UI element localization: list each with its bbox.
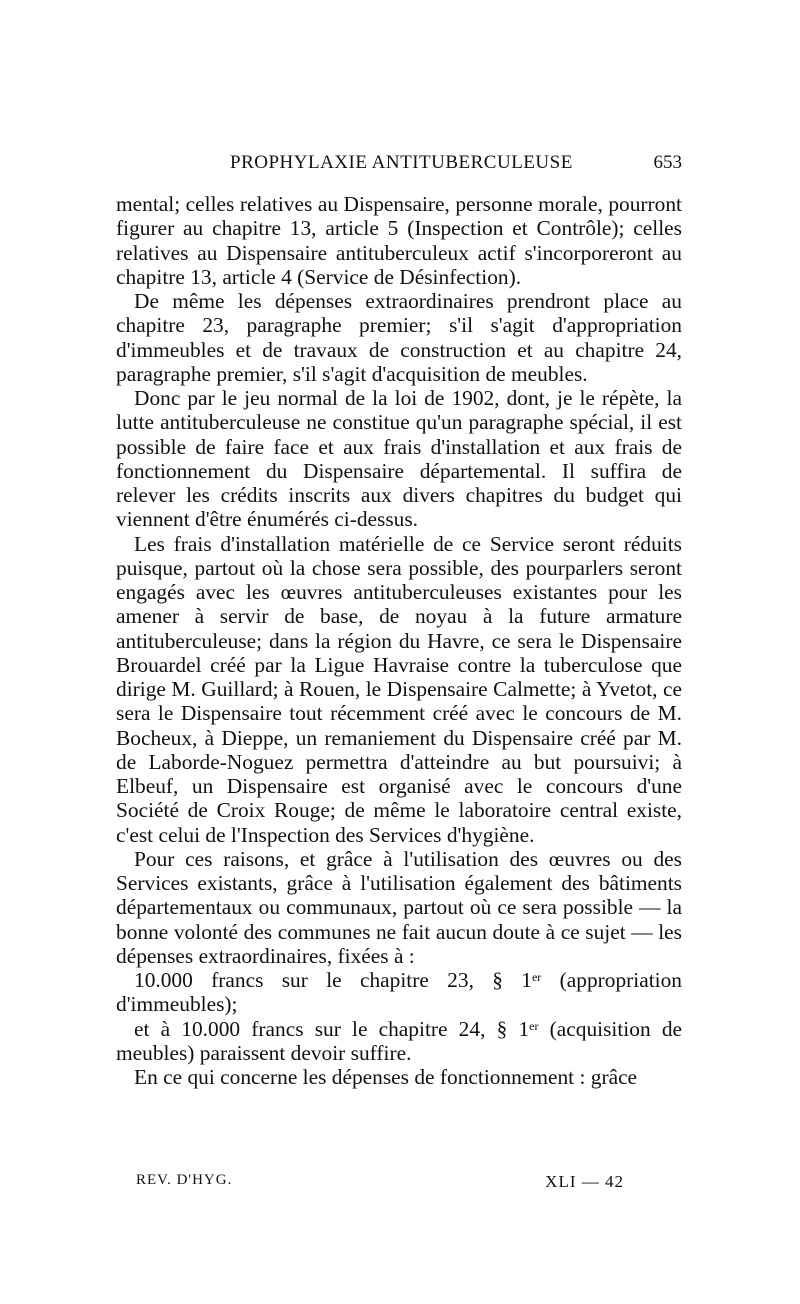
paragraph-amount-chapter-23: [116, 968, 682, 1017]
page-number: 653: [653, 152, 682, 173]
running-title: PROPHYLAXIE ANTITUBERCULEUSE: [230, 152, 573, 173]
text-segment: 10.000 francs sur le chapitre 23, § 1: [134, 968, 532, 992]
text-segment: (appropriation d'immeubles);: [116, 968, 682, 1017]
page-header: [116, 152, 682, 182]
text-segment: (acquisition de meubles) paraissent devoir suffire.: [116, 1016, 683, 1065]
text-segment: et à 10.000 francs sur le chapitre 24, § 1: [134, 1016, 530, 1041]
page-footer: [136, 1172, 624, 1196]
body-text: [116, 192, 682, 1089]
paragraph: Les frais d'installation matérielle de ce Service seront réduits puisque, partout où la chose sera possible, des pourparlers seront engagés avec les œuvres antituberculeuses existantes pour les amener à servir de base, de noyau à la future armature antituberculeuse; dans la région du Havre, ce sera le Dispensaire Brouardel créé par la Ligue Havraise contre la tuberculose que dirige M. Guillard; à Rouen, le Dispensaire Calmette; à Yvetot, ce sera le Dispensaire tout récemment créé avec le concours de M. Bocheux, à Dieppe, un remaniement du Dispensaire créé par M. de Laborde-Noguez permettra d'atteindre au but poursuivi; à Elbeuf, un Dispensaire est organisé avec le concours d'une Société de Croix Rouge; de même le laboratoire central existe, c'est celui de l'Inspection des Services d'hygiène.: [116, 531, 682, 847]
paragraph: Donc par le jeu normal de la loi de 1902, dont, je le répète, la lutte antituberculeuse ne constitue qu'un paragraphe spécial, il est possible de faire face et aux frais d'installation et aux frais de fonctionnement du Dispensaire départemental. Il suffira de relever les crédits inscrits aux divers chapitres du budget qui viennent d'être énumérés ci-dessus.: [116, 386, 682, 532]
paragraph: En ce qui concerne les dépenses de fonctionnement : grâce: [134, 1065, 638, 1089]
journal-signature: REV. D'HYG.: [136, 1172, 233, 1188]
paragraph: Pour ces raisons, et grâce à l'utilisation des œuvres ou des Services existants, grâce à l'utilisation également des bâtiments départementaux ou communaux, partout où ce sera possible — la bonne volonté des communes ne fait aucun doute à ce sujet — les dépenses extraordinaires, fixées à :: [116, 846, 682, 968]
paragraph-amount-chapter-24: [116, 1017, 682, 1066]
paragraph: De même les dépenses extraordinaires prendront place au chapitre 23, paragraphe premier; s'il s'agit d'appropriation d'immeubles et de travaux de construction et au chapitre 24, paragraphe premier, s'il s'agit d'acquisition de meubles.: [116, 289, 682, 386]
paragraph-continued: mental; celles relatives au Dispensaire, personne morale, pourront figurer au chapitre 13, article 5 (Inspection et Contrôle); celles relatives au Dispensaire antituberculeux actif s'incorporeront au chapitre 13, article 4 (Service de Désinfection).: [116, 192, 682, 289]
sheet-signature: XLI — 42: [545, 1172, 624, 1191]
superscript: er: [531, 970, 542, 984]
superscript: er: [529, 1018, 539, 1033]
